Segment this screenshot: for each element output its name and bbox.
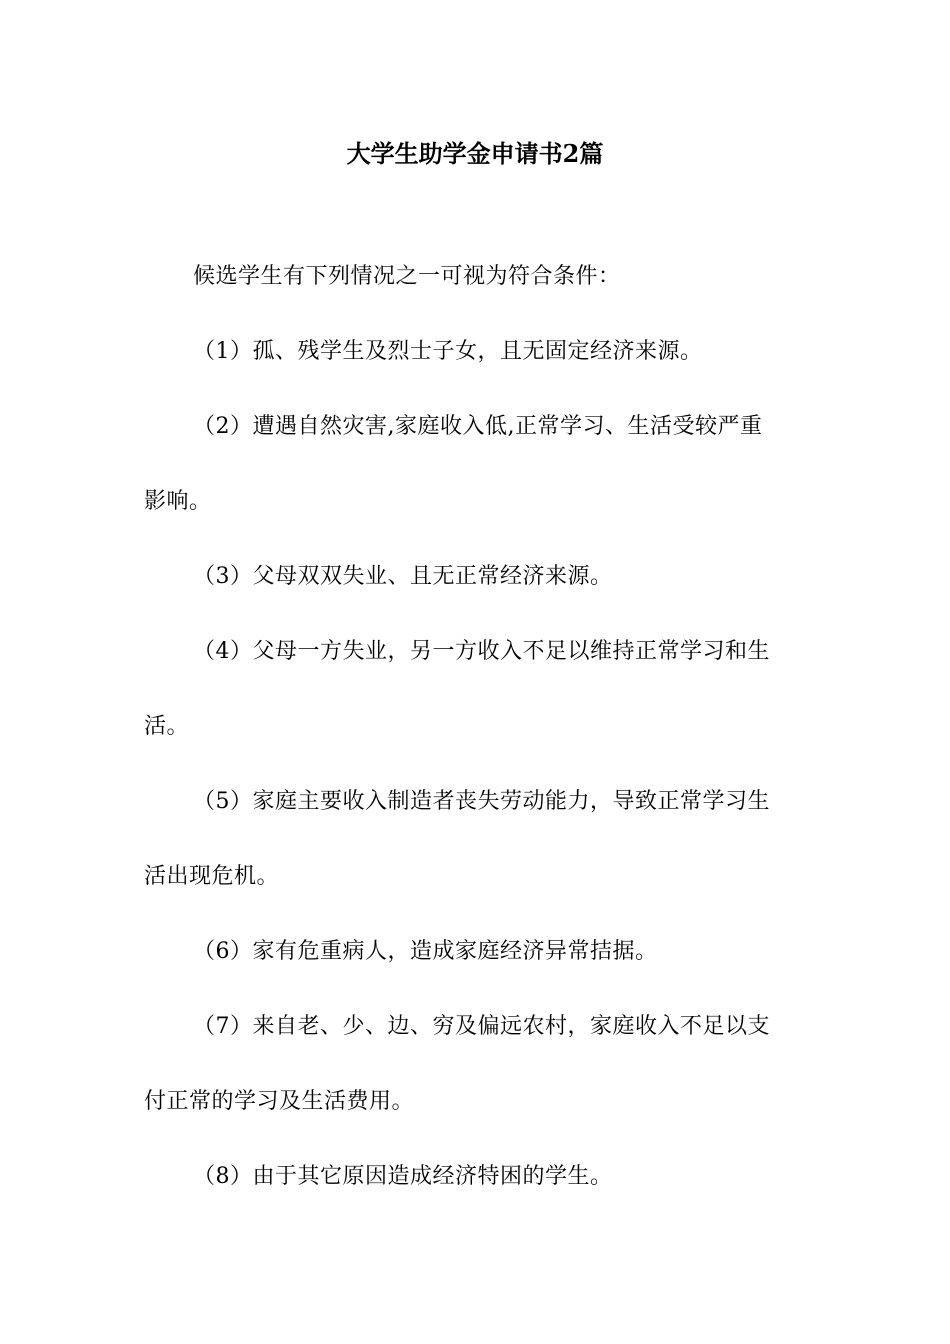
- intro-line: 候选学生有下列情况之一可视为符合条件：: [193, 264, 621, 289]
- condition-line: （8）由于其它原因造成经济特困的学生。: [193, 1164, 613, 1189]
- condition-item-2: [144, 408, 809, 521]
- condition-item-1: [144, 333, 809, 371]
- intro-paragraph: [144, 258, 809, 296]
- condition-line-continuation: 活。: [144, 714, 190, 739]
- condition-item-6: [144, 933, 809, 971]
- condition-item-8: [144, 1158, 809, 1196]
- condition-item-7: [144, 1008, 809, 1121]
- condition-line: （5）家庭主要收入制造者丧失劳动能力，导致正常学习生: [193, 789, 770, 814]
- condition-line-continuation: 活出现危机。: [144, 864, 280, 889]
- condition-line: （7）来自老、少、边、穷及偏远农村，家庭收入不足以支: [193, 1014, 770, 1039]
- condition-line: （3）父母双双失业、且无正常经济来源。: [193, 564, 613, 589]
- condition-line: （1）孤、残学生及烈士子女，且无固定经济来源。: [193, 339, 703, 364]
- condition-line-continuation: 付正常的学习及生活费用。: [144, 1089, 415, 1114]
- condition-line-continuation: 影响。: [144, 489, 212, 514]
- condition-item-5: [144, 783, 809, 896]
- document-body: [144, 258, 809, 1196]
- condition-line: （6）家有危重病人，造成家庭经济异常拮据。: [193, 939, 658, 964]
- document-title: 大学生助学金申请书2篇: [346, 139, 604, 168]
- condition-item-4: [144, 633, 809, 746]
- condition-line: （4）父母一方失业，另一方收入不足以维持正常学习和生: [193, 639, 770, 664]
- condition-item-3: [144, 558, 809, 596]
- condition-line: （2）遭遇自然灾害,家庭收入低,正常学习、生活受较严重: [193, 414, 763, 439]
